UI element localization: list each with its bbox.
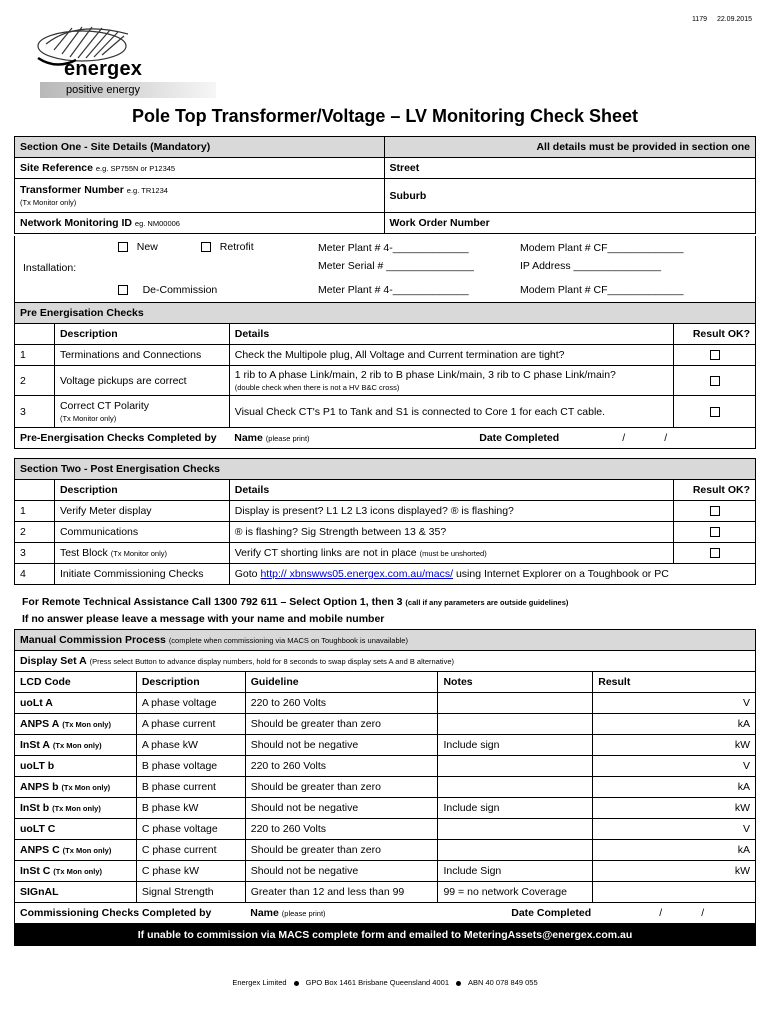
manual-commission-heading: Manual Commission Process (complete when commissioning via MACS on Toughbook is unavailable) [15, 630, 756, 651]
network-monitoring-id-field[interactable]: Network Monitoring ID eg. NM00006 [15, 213, 385, 234]
modem-plant-2-field[interactable]: Modem Plant # CF_____________ [520, 284, 684, 296]
display-set-a: Display Set A (Press select Button to advance display numbers, hold for 8 seconds to swap display sets A and B alternative) [15, 651, 756, 672]
work-order-field[interactable]: Work Order Number [384, 213, 756, 234]
result-field[interactable]: kA [593, 840, 756, 861]
brand-tagline: positive energy [40, 82, 216, 98]
macs-link[interactable]: http:// xbnswws05.energex.com.au/macs/ [260, 568, 454, 580]
pre-energisation-heading: Pre Energisation Checks [15, 303, 756, 324]
result-field[interactable]: V [593, 693, 756, 714]
table-row: ANPS b (Tx Mon only) B phase current Should be greater than zero kA [15, 777, 756, 798]
table-row: ANPS A (Tx Mon only) A phase current Should be greater than zero kA [15, 714, 756, 735]
result-field[interactable]: V [593, 819, 756, 840]
site-reference-field[interactable]: Site Reference e.g. SP755N or P12345 [15, 158, 385, 179]
result-field[interactable]: kA [593, 714, 756, 735]
new-checkbox[interactable]: New [118, 241, 158, 253]
result-checkbox[interactable] [674, 366, 756, 396]
energex-logo [36, 24, 216, 104]
table-row: InSt A (Tx Mon only) A phase kW Should not be negative Include sign kW [15, 735, 756, 756]
table-row: ANPS C (Tx Mon only) C phase current Should be greater than zero kA [15, 840, 756, 861]
table-row: uoLt A A phase voltage 220 to 260 Volts V [15, 693, 756, 714]
meter-plant-2-field[interactable]: Meter Plant # 4-_____________ [318, 284, 469, 296]
meter-serial-field[interactable]: Meter Serial # _______________ [318, 260, 474, 272]
col-result: Result OK? [674, 324, 756, 345]
result-checkbox[interactable] [674, 345, 756, 366]
section-two-heading: Section Two - Post Energisation Checks [15, 459, 756, 480]
post-energisation-table: Section Two - Post Energisation Checks Description Details Result OK? 1 Verify Meter display Display is present? L1 L2 L3 icons displayed? ® is flashing? 2 Communications ® is flashing? Sig Strength between 13 & 35? 3 Test Block (Tx Monitor only) Verify CT shorting links are not in place (must be unshorted) 4 Initiate Commissioning Checks Goto http:// xbnswws05.energex.com.au/macs/ using Internet Explorer on a Toughbook or PC [14, 458, 756, 585]
footer: Energex Limited GPO Box 1461 Brisbane Queensland 4001 ABN 40 078 849 055 [232, 978, 538, 987]
table-row: uoLT b B phase voltage 220 to 260 Volts V [15, 756, 756, 777]
modem-plant-field[interactable]: Modem Plant # CF_____________ [520, 242, 684, 254]
table-row: 4 Initiate Commissioning Checks Goto http:// xbnswws05.energex.com.au/macs/ using Internet Explorer on a Toughbook or PC [15, 564, 756, 585]
section-one-heading: Section One - Site Details (Mandatory) [15, 137, 385, 158]
table-row: uoLT C C phase voltage 220 to 260 Volts V [15, 819, 756, 840]
result-checkbox[interactable] [674, 501, 756, 522]
commissioning-signoff[interactable]: Commissioning Checks Completed by Name (please print) Date Completed / / [15, 903, 756, 924]
table-row: InSt b (Tx Mon only) B phase kW Should not be negative Include sign kW [15, 798, 756, 819]
result-field[interactable] [593, 882, 756, 903]
result-field[interactable]: kA [593, 777, 756, 798]
macs-banner: If unable to commission via MACS complete form and emailed to MeteringAssets@energex.com.au [15, 924, 756, 946]
page-title: Pole Top Transformer/Voltage – LV Monitoring Check Sheet [131, 106, 639, 126]
table-row: InSt C (Tx Mon only) C phase kW Should not be negative Include Sign kW [15, 861, 756, 882]
col-description: Description [54, 324, 229, 345]
transformer-number-field[interactable]: Transformer Number e.g. TR1234 (Tx Monitor only) [15, 179, 385, 213]
result-checkbox[interactable] [674, 522, 756, 543]
result-field[interactable]: kW [593, 735, 756, 756]
table-row: 3 Correct CT Polarity (Tx Monitor only) Visual Check CT's P1 to Tank and S1 is connected to Core 1 for each CT cable. [15, 396, 756, 428]
meter-plant-field[interactable]: Meter Plant # 4-_____________ [318, 242, 469, 254]
table-row: SIGnAL Signal Strength Greater than 12 and less than 99 99 = no network Coverage [15, 882, 756, 903]
section-one-note: All details must be provided in section one [384, 137, 756, 158]
result-checkbox[interactable] [674, 543, 756, 564]
table-row: 1 Terminations and Connections Check the Multipole plug, All Voltage and Current termination are tight? [15, 345, 756, 366]
result-checkbox[interactable] [674, 396, 756, 428]
pre-energisation-table [14, 302, 756, 449]
table-row: 1 Verify Meter display Display is present? L1 L2 L3 icons displayed? ® is flashing? [15, 501, 756, 522]
document-reference [684, 16, 752, 23]
installation-block [14, 236, 756, 302]
installation-label: Installation: [23, 262, 77, 274]
site-details-table [14, 136, 756, 234]
table-row: 3 Test Block (Tx Monitor only) Verify CT shorting links are not in place (must be unshorted) [15, 543, 756, 564]
pre-energisation-signoff[interactable]: Pre-Energisation Checks Completed by Name (please print) Date Completed / / [15, 428, 756, 449]
result-field[interactable]: kW [593, 798, 756, 819]
doc-number: 1179 [691, 16, 707, 23]
manual-commission-table: Manual Commission Process (complete when commissioning via MACS on Toughbook is unavailable) Display Set A (Press select Button to advance display numbers, hold for 8 seconds to swap display sets A and B alternative) LCD Code Description Guideline Notes Result uoLt A A phase voltage 220 to 260 Volts V ANPS A (Tx Mon only) A phase current Should be greater than zero kA InSt A (Tx Mon only) A phase kW Should not be negative Include sign kW uoLT b B phase voltage 220 to 260 Volts V ANPS b (Tx Mon only) B phase current Should be greater than zero kA InSt b (Tx Mon only) B phase kW Should not be negative Include sign kW uoLT C C phase voltage 220 to 260 Volts V ANPS C (Tx Mon only) C phase current Should be greater than zero kA InSt C (Tx Mon only) C phase kW Should not be negative Include Sign kW SIGnAL Signal Strength Greater than 12 and less than 99 99 = no network Coverage Commissioning Checks Completed by Name (please print) Date Completed / / If unable to commission via MACS complete form and emailed to MeteringAssets@energex.com.au [14, 629, 756, 946]
doc-date: 22.09.2015 [716, 16, 752, 23]
result-field[interactable]: V [593, 756, 756, 777]
table-row: 2 Communications ® is flashing? Sig Strength between 13 & 35? [15, 522, 756, 543]
remote-assistance: For Remote Technical Assistance Call 1300 792 611 – Select Option 1, then 3 (call if any parameters are outside guidelines) If no answer please leave a message with your name and mobile number [22, 596, 569, 625]
street-field[interactable]: Street [384, 158, 756, 179]
result-field[interactable]: kW [593, 861, 756, 882]
col-details: Details [229, 324, 673, 345]
table-row: 2 Voltage pickups are correct 1 rib to A phase Link/main, 2 rib to B phase Link/main, 3 rib to C phase Link/main? (double check when there is not a HV B&C cross) [15, 366, 756, 396]
brand-name: energex [64, 58, 143, 80]
decommission-checkbox[interactable]: De-Commission [118, 284, 217, 296]
retrofit-checkbox[interactable]: Retrofit [201, 241, 254, 253]
suburb-field[interactable]: Suburb [384, 179, 756, 213]
ip-address-field[interactable]: IP Address _______________ [520, 260, 662, 272]
